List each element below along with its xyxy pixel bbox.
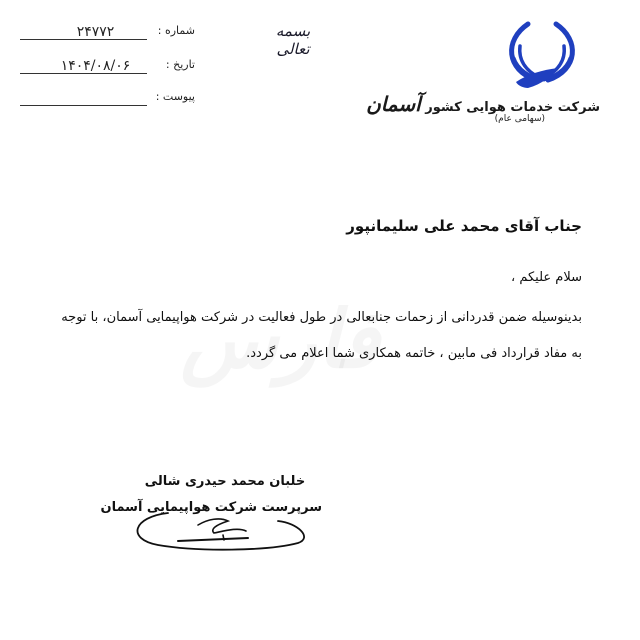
recipient-line: جناب آقای محمد علی سلیمانپور xyxy=(346,217,582,235)
company-name-prefix: شرکت خدمات هوایی کشور xyxy=(425,100,600,115)
handwritten-signature-icon xyxy=(128,505,308,555)
letter-date-label: تاریخ : xyxy=(165,58,195,71)
watermark xyxy=(160,290,400,390)
body-line-2: به مفاد قرارداد فی مابین ، خاتمه همکاری شما اعلام می گردد. xyxy=(246,346,582,361)
attachment-field xyxy=(20,88,195,110)
attachment-line xyxy=(20,105,147,106)
letter-number-value: ۲۴۷۷۲ xyxy=(76,24,115,40)
winged-bird-logo-icon xyxy=(498,18,586,90)
letter-number-field xyxy=(20,22,195,44)
letter-number-label: شماره : xyxy=(157,24,195,37)
signer-name: خلبان محمد حیدری شالی xyxy=(144,474,306,489)
letter-date-field xyxy=(20,56,195,78)
letter-date-value: ۱۴۰۴/۰۸/۰۶ xyxy=(60,58,131,74)
company-type: (سهامی عام) xyxy=(494,114,545,124)
body-line-1: بدینوسیله ضمن قدردانی از زحمات جنابعالی در طول فعالیت در شرکت هواپیمایی آسمان، با توجه xyxy=(61,310,582,325)
attachment-label: پیوست : xyxy=(155,90,195,103)
company-name xyxy=(366,92,600,116)
invocation-text: بسمه تعالی xyxy=(275,22,311,58)
greeting-line: سلام علیکم ، xyxy=(511,270,582,285)
signer-title: سرپرست شرکت هواپیمایی آسمان xyxy=(100,500,322,515)
company-brand: آسمان xyxy=(366,92,421,116)
